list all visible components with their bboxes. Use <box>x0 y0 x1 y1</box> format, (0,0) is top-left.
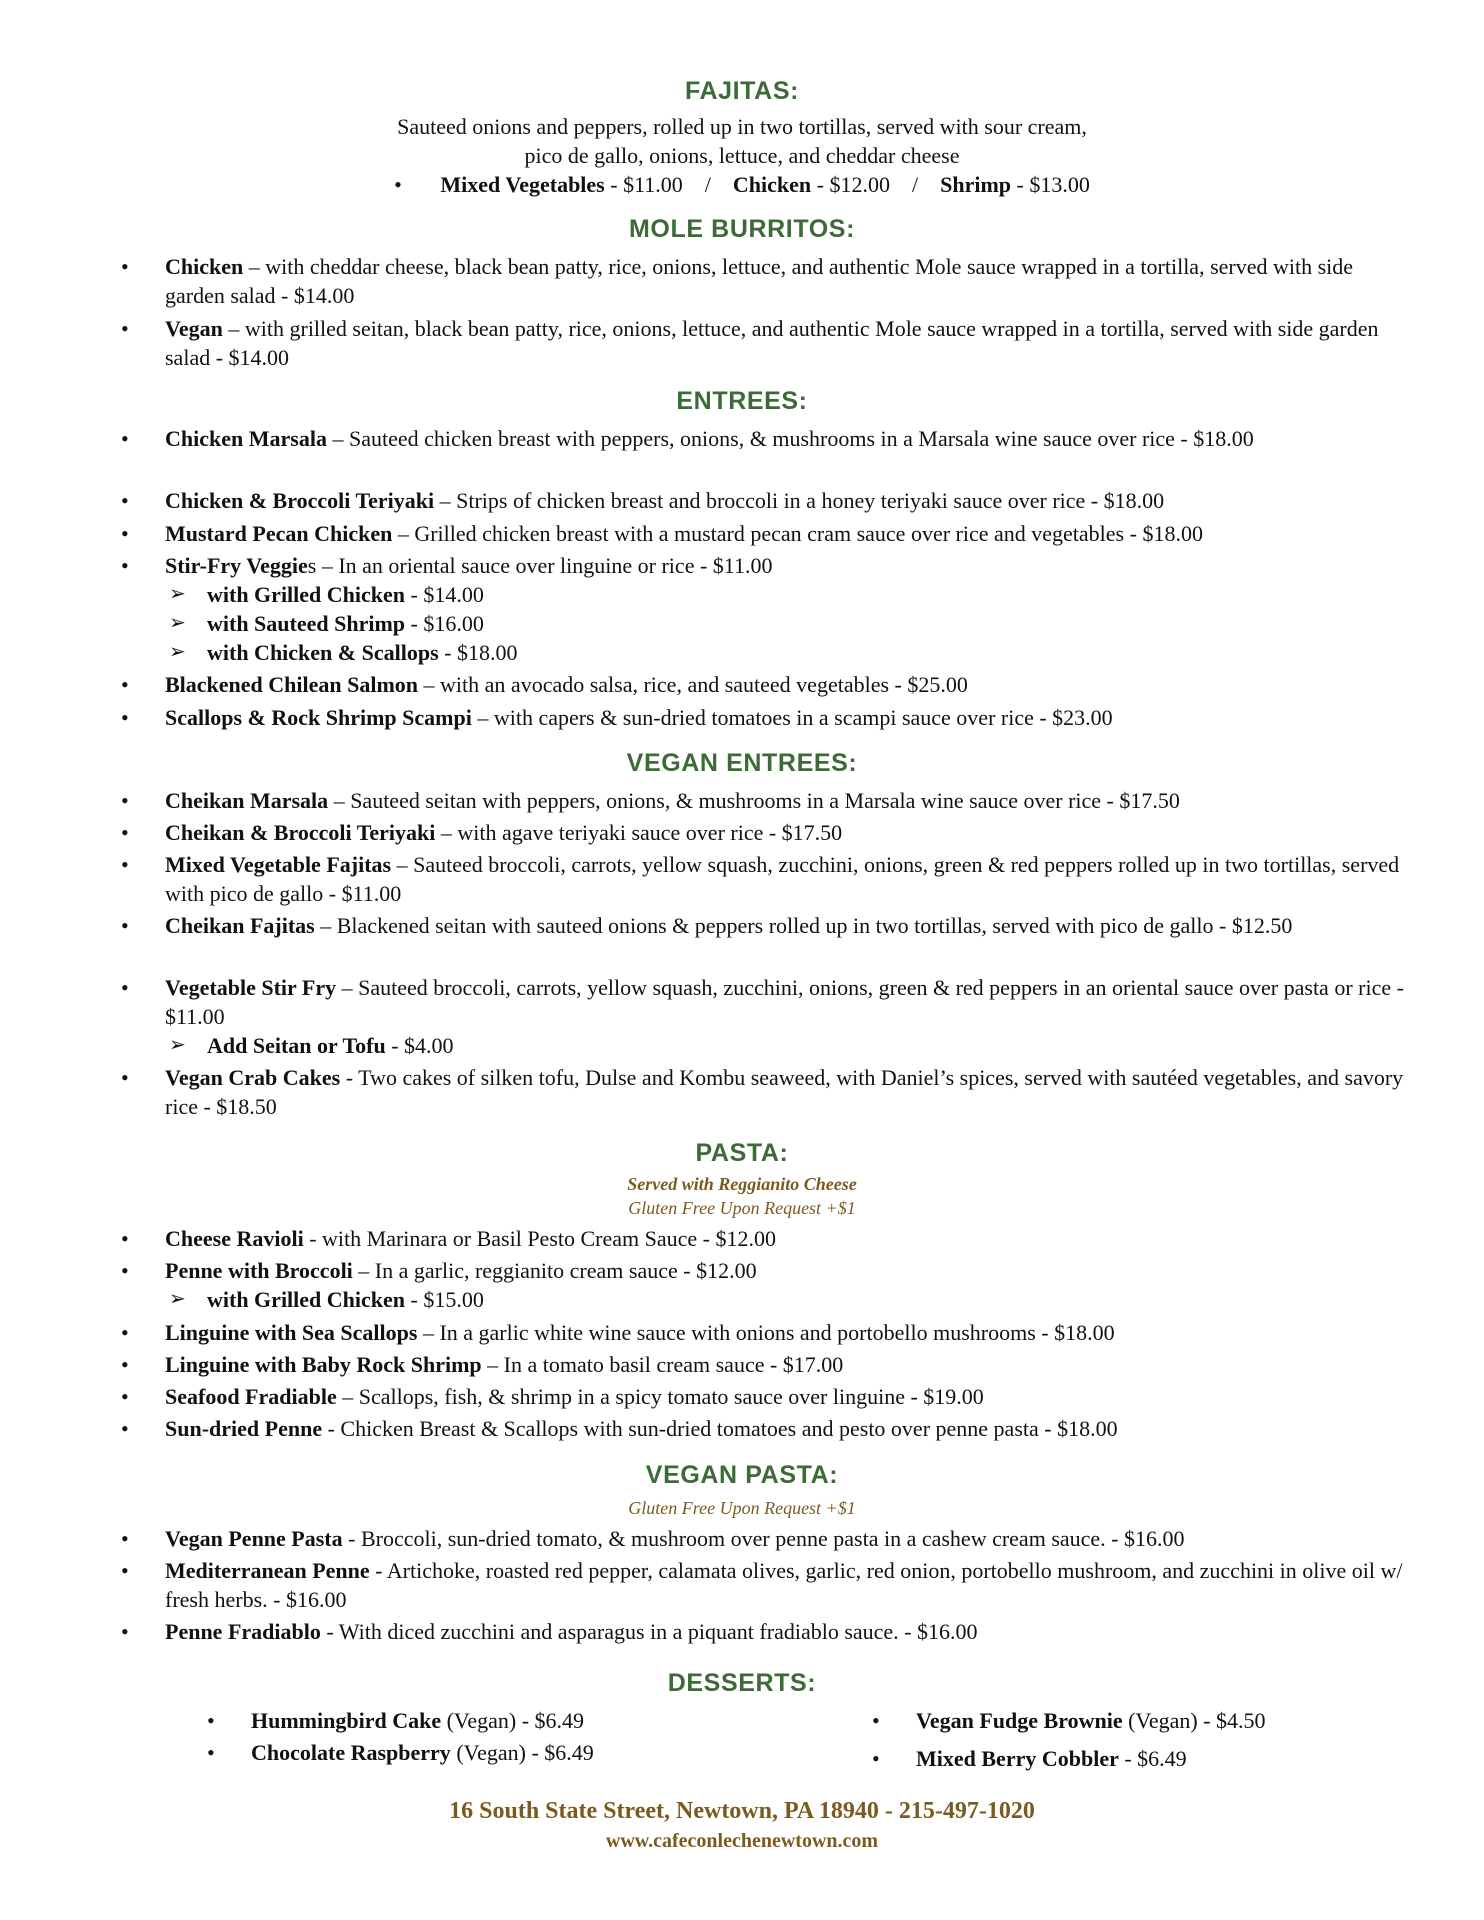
item-name: Cheese Ravioli <box>165 1226 304 1251</box>
item-name: Chicken & Broccoli Teriyaki <box>165 488 435 513</box>
item-name: Vegan Fudge Brownie <box>916 1708 1123 1733</box>
dessert-item <box>207 1706 585 1735</box>
item-name: Linguine with Baby Rock Shrimp <box>165 1352 482 1377</box>
list-item <box>121 1350 1405 1379</box>
item-description: – In a garlic white wine sauce with onions and portobello mushrooms - $18.00 <box>417 1320 1115 1345</box>
arrow-bullet-icon: ➢ <box>169 1288 186 1310</box>
item-name: Vegetable Stir Fry <box>165 975 337 1000</box>
item-price: - $15.00 <box>405 1287 484 1312</box>
item-price: - $16.00 <box>405 611 484 636</box>
list-item <box>121 1556 1405 1614</box>
list-item <box>121 850 1405 908</box>
item-price: - $4.00 <box>385 1033 454 1058</box>
item-description: – Sauteed broccoli, carrots, yellow squash, zucchini, onions, green & red peppers rolled up in two tortillas, served with pico de gallo - $11.00 <box>165 852 1400 906</box>
item-price: - $13.00 <box>1011 172 1090 197</box>
item-price: - $12.00 <box>811 172 890 197</box>
item-description: – Sauteed broccoli, carrots, yellow squash, zucchini, onions, green & red peppers in an oriental sauce over pasta or rice - $11.00 <box>165 975 1404 1029</box>
fajitas-heading: FAJITAS: <box>684 77 800 105</box>
list-item <box>121 1524 1405 1553</box>
list-item <box>121 973 1405 1031</box>
list-item <box>121 1617 1405 1646</box>
bullet-icon: • <box>121 254 129 279</box>
bullet-icon: • <box>121 1384 129 1409</box>
arrow-bullet-icon: ➢ <box>169 583 186 605</box>
list-item <box>121 1224 1405 1253</box>
desserts-heading: DESSERTS: <box>667 1669 817 1697</box>
dessert-item <box>207 1738 594 1767</box>
item-description: – Grilled chicken breast with a mustard pecan cram sauce over rice and vegetables - $18.00 <box>392 521 1203 546</box>
dessert-item <box>872 1744 1187 1773</box>
item-name: Chicken Marsala <box>165 426 327 451</box>
item-name: Penne Fradiablo <box>165 1619 321 1644</box>
item-description: – with agave teriyaki sauce over rice - $17.50 <box>435 820 843 845</box>
list-item <box>121 424 1405 453</box>
mole-heading: MOLE BURRITOS: <box>629 215 855 243</box>
list-item <box>121 911 1405 940</box>
list-item <box>121 314 1405 372</box>
sub-item <box>169 638 1357 667</box>
item-description: – In a garlic, reggianito cream sauce - $12.00 <box>352 1258 757 1283</box>
fajitas-description: pico de gallo, onions, lettuce, and cheddar cheese <box>524 143 960 168</box>
item-name: Seafood Fradiable <box>165 1384 337 1409</box>
item-description: - With diced zucchini and asparagus in a piquant fradiablo sauce. - $16.00 <box>320 1619 978 1644</box>
item-name: Shrimp <box>940 172 1012 197</box>
bullet-icon: • <box>207 1708 215 1733</box>
item-name: Cheikan Fajitas <box>165 913 315 938</box>
bullet-icon: • <box>121 788 129 813</box>
sub-item <box>169 609 1357 638</box>
item-name: Mediterranean Penne <box>165 1558 370 1583</box>
bullet-icon: • <box>121 975 129 1000</box>
item-name: Hummingbird Cake <box>251 1708 442 1733</box>
item-name: Linguine with Sea Scallops <box>165 1320 418 1345</box>
item-description: – with grilled seitan, black bean patty, rice, onions, lettuce, and authentic Mole sauce wrapped in a tortilla, served with side garden salad - $14.00 <box>165 316 1379 370</box>
item-name: Mixed Berry Cobbler <box>916 1746 1119 1771</box>
bullet-icon: • <box>394 172 402 197</box>
item-name: Penne with Broccoli <box>165 1258 353 1283</box>
item-name: Mustard Pecan Chicken <box>165 521 393 546</box>
list-item <box>121 486 1405 515</box>
item-description: – Sauteed seitan with peppers, onions, & mushrooms in a Marsala wine sauce over rice - $17.50 <box>328 788 1180 813</box>
item-name: Mixed Vegetable Fajitas <box>165 852 392 877</box>
item-price: - $6.49 <box>1118 1746 1187 1771</box>
item-name: with Grilled Chicken <box>207 1287 406 1312</box>
footer-address: 16 South State Street, Newtown, PA 18940 - 215-497-1020 <box>449 1798 1035 1824</box>
entrees-heading: ENTREES: <box>676 387 808 415</box>
separator: / <box>911 172 919 197</box>
bullet-icon: • <box>121 705 129 730</box>
bullet-icon: • <box>121 1619 129 1644</box>
bullet-icon: • <box>121 1416 129 1441</box>
item-description: – Blackened seitan with sauteed onions & peppers rolled up in two tortillas, served with pico de gallo - $12.50 <box>314 913 1293 938</box>
bullet-icon: • <box>121 1226 129 1251</box>
sub-item <box>169 580 1357 609</box>
pasta-gluten-note: Gluten Free Upon Request +$1 <box>628 1198 856 1218</box>
fajitas-description: Sauteed onions and peppers, rolled up in two tortillas, served with sour cream, <box>397 114 1087 139</box>
arrow-bullet-icon: ➢ <box>169 1034 186 1056</box>
item-price: (Vegan) - $4.50 <box>1122 1708 1266 1733</box>
pasta-note: Served with Reggianito Cheese <box>627 1174 857 1194</box>
bullet-icon: • <box>121 1065 129 1090</box>
item-price: (Vegan) - $6.49 <box>441 1708 585 1733</box>
bullet-icon: • <box>121 1558 129 1583</box>
bullet-icon: • <box>121 1320 129 1345</box>
item-name: Chicken <box>732 172 812 197</box>
bullet-icon: • <box>207 1740 215 1765</box>
list-item <box>121 252 1405 310</box>
fajitas-options <box>0 170 1484 199</box>
separator: / <box>704 172 711 197</box>
item-name: with Sauteed Shrimp <box>207 611 406 636</box>
item-name: Cheikan Marsala <box>165 788 329 813</box>
list-item <box>121 551 1405 580</box>
bullet-icon: • <box>121 553 129 578</box>
vegan-entrees-heading: VEGAN ENTREES: <box>626 749 858 777</box>
item-price: (Vegan) - $6.49 <box>450 1740 594 1765</box>
list-item <box>121 1382 1405 1411</box>
item-description: s – In an oriental sauce over linguine or rice - $11.00 <box>307 553 773 578</box>
bullet-icon: • <box>872 1746 880 1771</box>
item-name: Chocolate Raspberry <box>251 1740 451 1765</box>
item-description: - with Marinara or Basil Pesto Cream Sauce - $12.00 <box>303 1226 776 1251</box>
bullet-icon: • <box>121 316 129 341</box>
arrow-bullet-icon: ➢ <box>169 612 186 634</box>
bullet-icon: • <box>121 1352 129 1377</box>
vegan-pasta-heading: VEGAN PASTA: <box>645 1461 839 1489</box>
bullet-icon: • <box>121 521 129 546</box>
list-item <box>121 703 1405 732</box>
item-description: – with an avocado salsa, rice, and sauteed vegetables - $25.00 <box>418 672 968 697</box>
bullet-icon: • <box>121 672 129 697</box>
item-description: - Two cakes of silken tofu, Dulse and Kombu seaweed, with Daniel’s spices, served with sautéed vegetables, and savory rice - $18.50 <box>165 1065 1404 1119</box>
item-name: Vegan <box>165 316 223 341</box>
list-item <box>121 519 1405 548</box>
item-description: - Chicken Breast & Scallops with sun-dried tomatoes and pesto over penne pasta - $18.00 <box>322 1416 1118 1441</box>
list-item <box>121 670 1405 699</box>
item-description: – with cheddar cheese, black bean patty, rice, onions, lettuce, and authentic Mole sauce wrapped in a tortilla, served with side garden salad - $14.00 <box>165 254 1354 308</box>
sub-item <box>169 1285 1357 1314</box>
item-description: – Sauteed chicken breast with peppers, onions, & mushrooms in a Marsala wine sauce over rice - $18.00 <box>326 426 1254 451</box>
footer-website[interactable]: www.cafeconlechenewtown.com <box>605 1830 879 1852</box>
sub-item <box>169 1031 1357 1060</box>
item-name: Mixed Vegetables <box>440 172 605 197</box>
item-name: Stir-Fry Veggie <box>165 553 308 578</box>
bullet-icon: • <box>121 426 129 451</box>
bullet-icon: • <box>121 913 129 938</box>
item-price: - $18.00 <box>438 640 518 665</box>
item-description: – with capers & sun-dried tomatoes in a scampi sauce over rice - $23.00 <box>471 705 1113 730</box>
list-item <box>121 1256 1405 1285</box>
item-name: Vegan Crab Cakes <box>165 1065 341 1090</box>
dessert-item <box>872 1706 1266 1735</box>
list-item <box>121 1063 1405 1121</box>
list-item <box>121 818 1405 847</box>
list-item <box>121 1414 1405 1443</box>
list-item <box>121 1318 1405 1347</box>
vegan-pasta-gluten-note: Gluten Free Upon Request +$1 <box>628 1498 856 1518</box>
item-description: - Broccoli, sun-dried tomato, & mushroom over penne pasta in a cashew cream sauce. - $16.00 <box>342 1526 1185 1551</box>
item-name: Cheikan & Broccoli Teriyaki <box>165 820 436 845</box>
item-name: Sun-dried Penne <box>165 1416 323 1441</box>
arrow-bullet-icon: ➢ <box>169 641 186 663</box>
item-description: – Strips of chicken breast and broccoli in a honey teriyaki sauce over rice - $18.00 <box>434 488 1165 513</box>
item-name: Add Seitan or Tofu <box>207 1033 386 1058</box>
bullet-icon: • <box>121 820 129 845</box>
bullet-icon: • <box>121 852 129 877</box>
bullet-icon: • <box>121 1526 129 1551</box>
item-price: - $14.00 <box>405 582 484 607</box>
item-name: with Chicken & Scallops <box>207 640 439 665</box>
item-price: - $11.00 <box>604 172 683 197</box>
item-name: with Grilled Chicken <box>207 582 406 607</box>
bullet-icon: • <box>121 1258 129 1283</box>
item-name: Vegan Penne Pasta <box>165 1526 343 1551</box>
list-item <box>121 786 1405 815</box>
item-description: – In a tomato basil cream sauce - $17.00 <box>481 1352 844 1377</box>
bullet-icon: • <box>121 488 129 513</box>
item-name: Scallops & Rock Shrimp Scampi <box>165 705 472 730</box>
item-name: Chicken <box>165 254 244 279</box>
item-description: - Artichoke, roasted red pepper, calamata olives, garlic, red onion, portobello mushroom, and zucchini in olive oil w/ fresh herbs. - $16.00 <box>165 1558 1403 1612</box>
bullet-icon: • <box>872 1708 880 1733</box>
item-name: Blackened Chilean Salmon <box>165 672 419 697</box>
item-description: – Scallops, fish, & shrimp in a spicy tomato sauce over linguine - $19.00 <box>336 1384 984 1409</box>
pasta-heading: PASTA: <box>695 1139 789 1167</box>
